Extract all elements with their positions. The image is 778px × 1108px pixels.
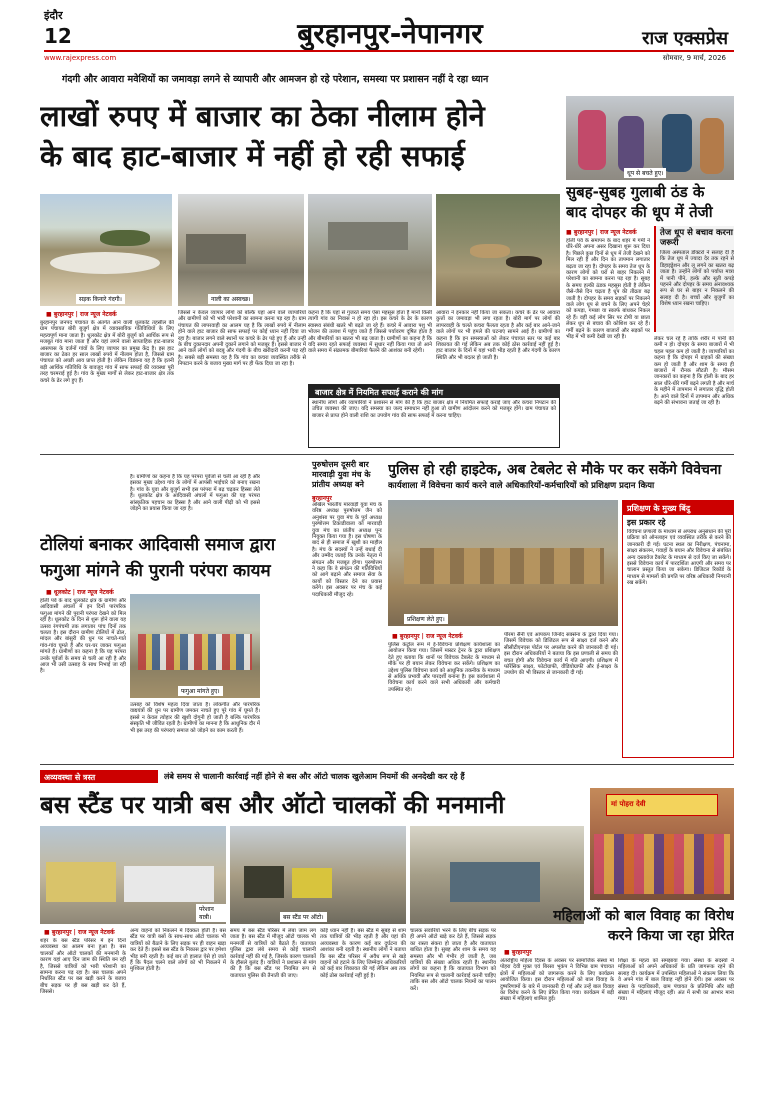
story5-col1: पुलिस कंट्रोल रूम में ई-विवेचना प्रशिक्षण कार्यशाला का आयोजन किया गया। जिसमें मास्टर ट्रेनर के द्वारा प्रशिक्षण देते हुए बताया कि थानों पर विवेचक टैबलेट के माध्यम से मौके पर ही बयान लेकर विवेचना कर सकेंगे। प्रशिक्षण का उद्देश्य पुलिस विवेचना कार्य को आधुनिक तकनीक के माध्यम से अधिक प्रभावी और पारदर्शी बनाना है। इस कार्यशाला में विवेचना कार्य करने वाले सभी अधिकारी और कर्मचारी उपस्थित रहे।	[388, 642, 500, 693]
story5-headline-line2: कार्यशाला में विवेचना कार्य करने वाले अधिकारियों-कर्मचारियों को प्रशिक्षण प्रदान किया	[388, 481, 655, 491]
divider-2	[40, 764, 734, 765]
story7-photo-women	[590, 788, 734, 900]
story3-col1: होली पर्व के बाद धूलकोट क्षेत्र के ग्रामीण और आदिवासी अंचलों में इन दिनों पारंपरिक फगुआ मांगने की पुरानी परंपरा देखने को मिल रही है। धूलकोट के दिन से शुरू होने वाला यह उत्सव रंगपंचमी तक लगातार पांच दिनों तक चलता है। इस दौरान ग्रामीण टोलियों में ढोल, मांदल और बांसुरी की धुन पर नाचते-गाते गांव-गांव घूमते हैं और घर-घर जाकर फगुआ मांगते हैं। ग्रामीणों का कहना है कि यह परंपरा उनके पूर्वजों के समय से चली आ रही है और आज भी उसी उत्साह के साथ निभाई जा रही है।	[40, 598, 126, 675]
story5-box-title: प्रशिक्षण के मुख्य बिंदु	[623, 501, 733, 515]
story1-photo-stray-dogs	[436, 194, 560, 306]
brand-logo: राज एक्सप्रेस	[642, 28, 728, 49]
story3-headline-line2: फगुआ मांगने की पुरानी परंपरा कायम	[40, 561, 271, 581]
story7-byline: ■ बुरहानपुर	[504, 949, 532, 956]
story2-col-right: लेकर चल रहे हैं ताकि शरीर में पानी की कमी न हो। दोपहर के समय बाजारों में भी चहल पहल कम हो जाती है। व्यापारियों का कहना है कि दोपहर में ग्राहकों की संख्या कम हो जाती है और शाम के समय ही बाजारों में रौनक लौटती है। मौसम जानकारों का कहना है कि होली के बाद हर साल धीरे-धीरे गर्मी बढ़ने लगती है और मार्च के महीने में तापमान में लगातार वृद्धि होती है। आने वाले दिनों में तापमान और अधिक बढ़ने की संभावना जताई जा रही है।	[654, 336, 734, 407]
story4-headline-line2: मारवाड़ी युवा मंच के	[312, 470, 371, 479]
story5-photo-caption: प्रशिक्षण लेते हुए।	[404, 614, 448, 624]
story5-headline-line1: पुलिस हो रही हाइटेक, अब टेबलेट से मौके पर कर सकेंगे विवेचना	[388, 462, 722, 478]
story2-sidebar-body: जिला अस्पताल डॉक्टरों ने सलाह दी है कि तेज धूप में ज्यादा देर तक रहने से डिहाइड्रेशन और लू लगने का खतरा बढ़ जाता है। उन्होंने लोगों को पर्याप्त मात्रा में पानी पीने, हल्के और सूती कपड़े पहनने और दोपहर के समय अनावश्यक रूप से घर से बाहर न निकलने की सलाह दी है। बच्चों और बुजुर्गों का विशेष ध्यान रखना चाहिए।	[660, 250, 734, 308]
story6-tag: अव्यवस्था से त्रस्त	[40, 770, 158, 783]
story3-photo-caption: फगुआ मांगते हुए।	[178, 686, 223, 696]
story6-photo-autos	[230, 826, 406, 924]
story5-byline: ■ बुरहानपुर | राज न्यूज नेटवर्क	[392, 633, 463, 640]
story2-headline-line2: बाद दोपहर की धूप में तेजी	[566, 203, 713, 221]
story6-photo-buses	[40, 826, 226, 924]
kicker-top: गंदगी और आवारा मवेशियों का जमावड़ा लगने से व्यापारी और आमजन हो रहे परेशान, समस्या पर प्रशासन नहीं दे रहा ध्यान	[62, 74, 489, 85]
story1-headline-line2: के बाद हाट-बाजार में नहीं हो रही सफाई	[40, 139, 465, 173]
story5-box-sub: इस प्रकार रहे	[627, 518, 666, 527]
story1-box-text: स्थानीय लोगों और व्यापारियों ने प्रशासन से मांग की है कि हाट बाजार क्षेत्र में नियमित सफाई कराई जाए और कचरा निपटान की उचित व्यवस्था की जाए। यदि समस्या का जल्द समाधान नहीं हुआ तो ग्रामीण आंदोलन करने को मजबूर होंगे। ग्राम पंचायत को बाजार से प्राप्त होने वाली राशि का उपयोग गांव की साफ सफाई में करना चाहिए।	[312, 400, 556, 419]
divider-1	[40, 454, 734, 455]
story6-byline-text: बुरहानपुर | राज न्यूज नेटवर्क	[51, 929, 115, 936]
story7-headline-line2: करने किया जा रहा प्रेरित	[608, 928, 734, 944]
story6-col1: शहर के बस स्टैंड परिसर में इन दिनों अव्यवस्था का आलम बना हुआ है। बस चालकों और ऑटो चालकों की मनमानी के कारण यहां आए दिन जाम की स्थिति बन रही है, जिससे यात्रियों को भारी परेशानी का सामना करना पड़ रहा है। बस चालक अपने निर्धारित स्टैंड पर बस खड़ी करने के बजाय बीच सड़क पर ही बस खड़ी कर देते हैं, जिससे।	[40, 938, 126, 996]
story1-photo-market	[308, 194, 432, 306]
story6-col3: समय में बस स्टैंड परिसर में लंबा जाम लग जाता है। बस स्टैंड में मौजूद ऑटो चालक भी मनमर्जी से यात्रियों को बैठाते हैं। यातायात पुलिस द्वारा लंबे समय से कोई चालानी कार्रवाई नहीं की गई है, जिसके कारण चालकों के हौसले बुलंद हैं। यात्रियों ने प्रशासन से मांग की है कि बस स्टैंड पर नियमित रूप से यातायात पुलिस की तैनाती की जाए।	[230, 928, 316, 979]
story7-banner-text: मां पोहरा देवी	[611, 800, 646, 808]
story2-photo-sun	[566, 96, 734, 180]
story3-byline: ■ धूलकोट | राज न्यूज नेटवर्क	[46, 589, 114, 596]
story3-photo-procession	[130, 594, 260, 698]
story4-body: अखिल भारतीय मारवाड़ी युवा मंच के वरिष्ठ अध्यक्ष पुरुषोत्तम जैन को अनुशंसा पर युवा मंच के पूर्व अध्यक्ष पुरुषोत्तम टिकाडीवाला को मारवाड़ी युवा मंच का प्रांतीय अध्यक्ष पुनः नियुक्त किया गया है। इस घोषणा के बाद से ही समाज में खुशी का माहौल है। मंच के सदस्यों ने उन्हें बधाई दी और उम्मीद जताई कि उनके नेतृत्व में संगठन और मजबूत होगा। पुरुषोत्तम ने कहा कि वे संगठन की गतिविधियों को आगे बढ़ाने और समाज सेवा के कार्यों को विस्तार देने का प्रयास करेंगे। इस अवसर पर मंच के कई पदाधिकारी मौजूद रहे।	[312, 502, 382, 598]
story6-col5: चालक सवारियों भरने के लिए बीच सड़क पर ही अपने ऑटो खड़े कर देते हैं, जिससे सड़क का रास्ता संकरा हो जाता है और यातायात बाधित होता है। सुबह और शाम के समय यह समस्या और भी गंभीर हो जाती है, जब यात्रियों की संख्या अधिक रहती है। स्थानीय लोगों का कहना है कि यातायात विभाग को नियमित रूप से चालानी कार्रवाई करनी चाहिए ताकि बस और ऑटो चालक नियमों का पालन करें।	[410, 928, 496, 992]
story2-body: होली पर्व के समापन के बाद शहर में गर्मी ने धीरे-धीरे अपना असर दिखाना शुरू कर दिया है। पिछले कुछ दिनों से धूप में तेजी देखने को मिल रही है और दिन का तापमान लगातार बढ़ता जा रहा है। दोपहर के समय तेज धूप के कारण लोगों को घरों से बाहर निकलने में परेशानी का सामना करना पड़ रहा है। सुबह के समय हल्की ठंडक महसूस होती है लेकिन जैसे-जैसे दिन चढ़ता है धूप की तीव्रता बढ़ जाती है। दोपहर के समय सड़कों पर निकलने वाले लोग धूप से बचने के लिए अपने चेहरे को कपड़ा, गमछा या स्कार्फ बांधकर निकल रहे हैं। वहीं कई लोग सिर पर टोपी या छाता लेकर धूप से बचाव की कोशिश कर रहे हैं। गर्मी बढ़ने के कारण बाजारों और सड़कों पर भीड़ में भी कमी देखी जा रही है।	[566, 238, 650, 341]
city-label: इंदौर	[44, 9, 63, 22]
story1-col4: आवारा ने इनकार नहीं किया जा सकता। कचरे के ढेर पर आवारा कुत्तों का जमावड़ा भी लगा रहता है। बोरी मार्ग पर लोगों की लापरवाही के चलते कचरा फैलता रहता है और कई बार आने-जाने वाले लोगों पर भी हमले की घटनाएं सामने आई हैं। ग्रामीणों का कहना है कि इन समस्याओं को लेकर पंचायत स्तर पर कई बार शिकायत की गई लेकिन अब तक कोई ठोस कार्रवाई नहीं हुई है। हाट बाजार के दिनों में यहां भारी भीड़ रहती है और गंदगी के कारण स्थिति और भी बदतर हो जाती है।	[436, 310, 560, 361]
story2-sidebar	[654, 226, 734, 332]
story1-photo-drain	[178, 194, 304, 306]
story1-byline: ■ बुरहानपुर | राज न्यूज नेटवर्क	[46, 311, 117, 318]
story6-byline: ■ बुरहानपुर | राज न्यूज नेटवर्क	[44, 929, 115, 936]
story1-subhead: बाजार क्षेत्र में नियमित सफाई कराने की मांग	[309, 385, 559, 398]
masthead	[0, 0, 778, 66]
story1-col2: जिससे न केवल व्यापार लोगों को बल्कि यहां आने वाले व्यापारियों और ग्रामीणों को भी भारी परेशानी का सामना करना पड़ रहा है। ग्राम पंचायत की लापरवाही का आलम यह है कि लाखों रुपये में नीलाम होने वाले हाट बाजार की साफ सफाई पर कोई ध्यान नहीं दिया जा रहा है। बाजार लगने वाले स्थानों पर कचरे के ढेर पड़े हुए हैं और उन्हीं के बीच दुकानदार अपनी दुकानें लगाने को मजबूर हैं। इससे बाजार में आने वाले लोगों को बदबू और गंदगी के बीच खरीदारी करनी पड़ रही है। सबसे बड़ी समस्या यह है कि गांव का कचरा व्यवस्थित तरीके से निपटान करने के बजाय मुख्य मार्ग पर ही फेंक दिया जा रहा है।	[178, 310, 306, 368]
story4-headline-line3: प्रांतीय अध्यक्ष बने	[312, 480, 364, 489]
story2-byline: ■ बुरहानपुर | राज न्यूज नेटवर्क	[566, 229, 637, 236]
story7-col2: शिक्षा के महत्व को समझाया गया। संस्था के सदस्यों ने महिलाओं को अपने अधिकारों के प्रति जागरूक रहने की सलाह दी। कार्यक्रम में उपस्थित महिलाओं ने संकल्प लिया कि वे अपने गांव में बाल विवाह नहीं होने देंगी। इस अवसर पर संस्था के पदाधिकारी, ग्राम पंचायत के प्रतिनिधि और बड़ी संख्या में महिलाएं मौजूद रहीं। अंत में सभी का आभार माना गया।	[618, 958, 734, 1003]
story7-col1: अंतर्राष्ट्रीय महिला दिवस के अवसर पर सामाजिक संस्था मां पोहरा देवी मुक्त एवं बिरसा भूकंप ने विभिन्न ग्राम पंचायत क्षेत्रों में महिलाओं को जागरूक करने के लिए कार्यक्रम आयोजित किया। इस दौरान महिलाओं को बाल विवाह के दुष्परिणामों के बारे में जानकारी दी गई और उन्हें बाल विवाह का विरोध करने के लिए प्रेरित किया गया। कार्यक्रम में बड़ी संख्या में महिलाएं शामिल हुईं।	[500, 958, 614, 1003]
story6-photo-caption1: परेशान यात्री।	[196, 904, 226, 922]
story1-photo1-caption: सड़क किनारे गंदगी।	[76, 294, 125, 304]
story1-photo2-caption: नाली का अस्वच्छ।	[208, 294, 253, 304]
story6-headline: बस स्टैंड पर यात्री बस और ऑटो चालकों की मनमानी	[40, 791, 505, 819]
story1-subhead-box	[308, 384, 560, 448]
story3-headline-line1: टोलियां बनाकर आदिवासी समाज द्वारा	[40, 535, 276, 555]
story6-col4: कोई ध्यान नहीं है। बस स्टैंड में सुबह से शाम तक यात्रियों की भीड़ रहती है और यहां की अव्यवस्था के कारण कई बार दुर्घटना की आशंका बनी रहती है। स्थानीय लोगों ने बताया कि बस स्टैंड परिसर में अवैध रूप से खड़े वाहनों को हटाने के लिए जिम्मेदार अधिकारियों को कई बार शिकायत की गई लेकिन अब तक कोई ठोस कार्रवाई नहीं हुई है।	[320, 928, 406, 979]
story4-headline-line1: पुरुषोत्तम दूसरी बार	[312, 460, 369, 469]
story3-col2: है। ग्रामीणों का कहना है कि यह परंपरा पूर्वजों से चली आ रही है और इसका मुख्य उद्देश्य गांव के लोगों में आपसी भाईचारे को बनाए रखना है। गांव के युवा और बुजुर्ग सभी इस परंपरा में बढ़ चढ़कर हिस्सा लेते हैं। धूलकोट क्षेत्र के आदिवासी अंचलों में फगुआ की यह परंपरा सांस्कृतिक पहचान का हिस्सा है और आने वाली पीढ़ी को भी इससे जोड़ने का प्रयास किया जा रहा है।	[130, 474, 260, 513]
story5-photo-training	[388, 500, 618, 626]
story5-col2: पीरमा सैनी एवं आपकप जिनोद सक्सेना के द्वारा दिया गया। जिसमें विवेचक को डिजिटल रूप से साक्ष्य दर्ज करने और सीसीटीएनएस पोर्टल पर अपलोड करने की जानकारी दी गई। इस दौरान अधिकारियों ने बताया कि इस प्रणाली से समय की बचत होगी और विवेचना कार्य में गति आएगी। प्रशिक्षण में फॉरेंसिक साक्ष्य, फोटोग्राफी, वीडियोग्राफी और ई-साक्ष्य के उपयोग की भी विस्तार से जानकारी दी गई।	[504, 632, 618, 677]
story4-headline	[312, 460, 376, 490]
section-title: बुरहानपुर-नेपानगर	[297, 17, 483, 50]
story6-col2: अन्य वाहनों को निकलने में दिक्कत होती है। बस स्टैंड पर यात्री बसों के साथ-साथ ऑटो चालक भी यात्रियों को बैठाने के लिए सड़क पर ही वाहन खड़ा कर देते हैं। इससे बस स्टैंड के निकास द्वार पर हमेशा भीड़ बनी रहती है। कई बार तो हालात ऐसे हो जाते हैं कि पैदल चलने वाले लोगों को भी निकलने में मुश्किल होती है।	[130, 928, 226, 973]
story1-col3: कहना है कि यहां से गुजरते समय ऐसा महसूस होता है मानो किसी त्यागी गांव का निवास न हो रहा हो। इस कचरे के ढेर के कारण स्वास्थ्य संबंधी खतरे भी बढ़ते जा रहे हैं। कचरे में आवारा पशु भी भोजन की तलाश में पहुंच जाते हैं जिससे पर्यावरण दूषित होता है और बीमारियों का खतरा भी बढ़ जाता है। ग्रामीणों का कहना है कि यदि समय रहते सफाई व्यवस्था में सुधार नहीं किया गया तो आने वाले समय में संक्रामक बीमारियां फैलने की आशंका बनी रहेगी।	[308, 310, 432, 355]
issue-date: सोमवार, 9 मार्च, 2026	[662, 54, 726, 62]
story3-byline-text: धूलकोट | राज न्यूज नेटवर्क	[53, 589, 114, 596]
masthead-rule	[44, 50, 734, 52]
page-number: 12	[44, 24, 72, 48]
story3-col3: उत्साह को विशेष महत्व दिया जाता है। लोकगीत और पारंपरिक वाद्ययंत्रों की धुन पर ग्रामीण जमकर नाचते हुए पूरे गांव में घूमते हैं। इससे न केवल त्योहार की खुशी दोगुनी हो जाती है बल्कि पारंपरिक संस्कृति भी जीवित रहती है। ग्रामीणों का मानना है कि आधुनिक दौर में भी इस तरह की परंपराएं समाज को जोड़ने का काम करती हैं।	[130, 702, 260, 734]
story1-photo-garbage-road	[40, 194, 172, 306]
story7-banner	[606, 794, 718, 816]
story1-byline-text: बुरहानपुर | राज न्यूज नेटवर्क	[53, 311, 117, 318]
story2-byline-text: बुरहानपुर | राज न्यूज नेटवर्क	[573, 229, 637, 236]
story4-byline: बुरहानपुर	[312, 495, 332, 502]
story7-headline-line1: महिलाओं को बाल विवाह का विरोध	[553, 908, 734, 924]
story2-photo-caption: धूप से बचते हुए।	[624, 168, 666, 178]
story7-byline-text: बुरहानपुर	[511, 949, 532, 956]
website: www.rajexpress.com	[44, 54, 117, 62]
story5-box-body: विवेचना प्रणाली के माध्यम से अपराध अनुसंधान की पूरी प्रक्रिया को ऑनलाइन एवं व्यवस्थित तरीके से करने की जानकारी दी गई। घटना स्थल का निरीक्षण, पंचनामा, साक्ष्य संकलन, गवाहों के बयान और विवेचना से संबंधित अन्य दस्तावेज टैबलेट के माध्यम से दर्ज किए जा सकेंगे। इससे विवेचना कार्य में पारदर्शिता आएगी और समय पर चालान प्रस्तुत किया जा सकेगा। डिजिटल रिकॉर्ड के माध्यम से मामलों की प्रगति पर वरिष्ठ अधिकारी निगरानी रख सकेंगे।	[627, 529, 731, 587]
story1-headline-line1: लाखों रुपए में बाजार का ठेका नीलाम होने	[40, 99, 485, 133]
story2-headline-line1: सुबह-सुबह गुलाबी ठंड के	[566, 183, 705, 201]
story5-box	[622, 500, 734, 758]
story1-col1: बुरहानपुर जनपद पंचायत के अंतर्गत आने वाली धूलकोट तहसील की ग्राम पंचायत बोरी बुजुर्ग क्षेत्र में व्यावसायिक गतिविधियों के लिए महत्वपूर्ण माना जाता है। धूलकोट क्षेत्र में बोरी बुजुर्ग को आर्थिक रूप से मजबूत गांव माना जाता है और यहां लगने वाला साप्ताहिक हाट-बाजार आसपास के दर्जनों गांवों के लिए व्यापार का प्रमुख केंद्र है। इस हाट बाजार का ठेका हर साल लाखों रुपये में नीलाम होता है, जिससे ग्राम पंचायत को अच्छी आय प्राप्त होती है। लेकिन विडंबना यह है कि इतनी बड़ी आर्थिक गतिविधि के बावजूद गांव में साफ सफाई की व्यवस्था पूरी तरह चरमराई हुई है। गांव के मुख्य मार्गों से लेकर हाट-बाजार क्षेत्र तक कचरे के ढेर लगे हुए हैं।	[40, 320, 174, 384]
story6-photo-caption2: बस स्टैंड पर ऑटो।	[280, 912, 327, 922]
story2-sidebar-title: तेज धूप से बचाव करना जरूरी	[660, 228, 733, 248]
story6-kicker: लंबे समय से चालानी कार्रवाई नहीं होने से बस और ऑटो चालक खुलेआम नियमों की अनदेखी कर रहे हैं	[164, 772, 465, 781]
story5-byline-text: बुरहानपुर | राज न्यूज नेटवर्क	[399, 633, 463, 640]
